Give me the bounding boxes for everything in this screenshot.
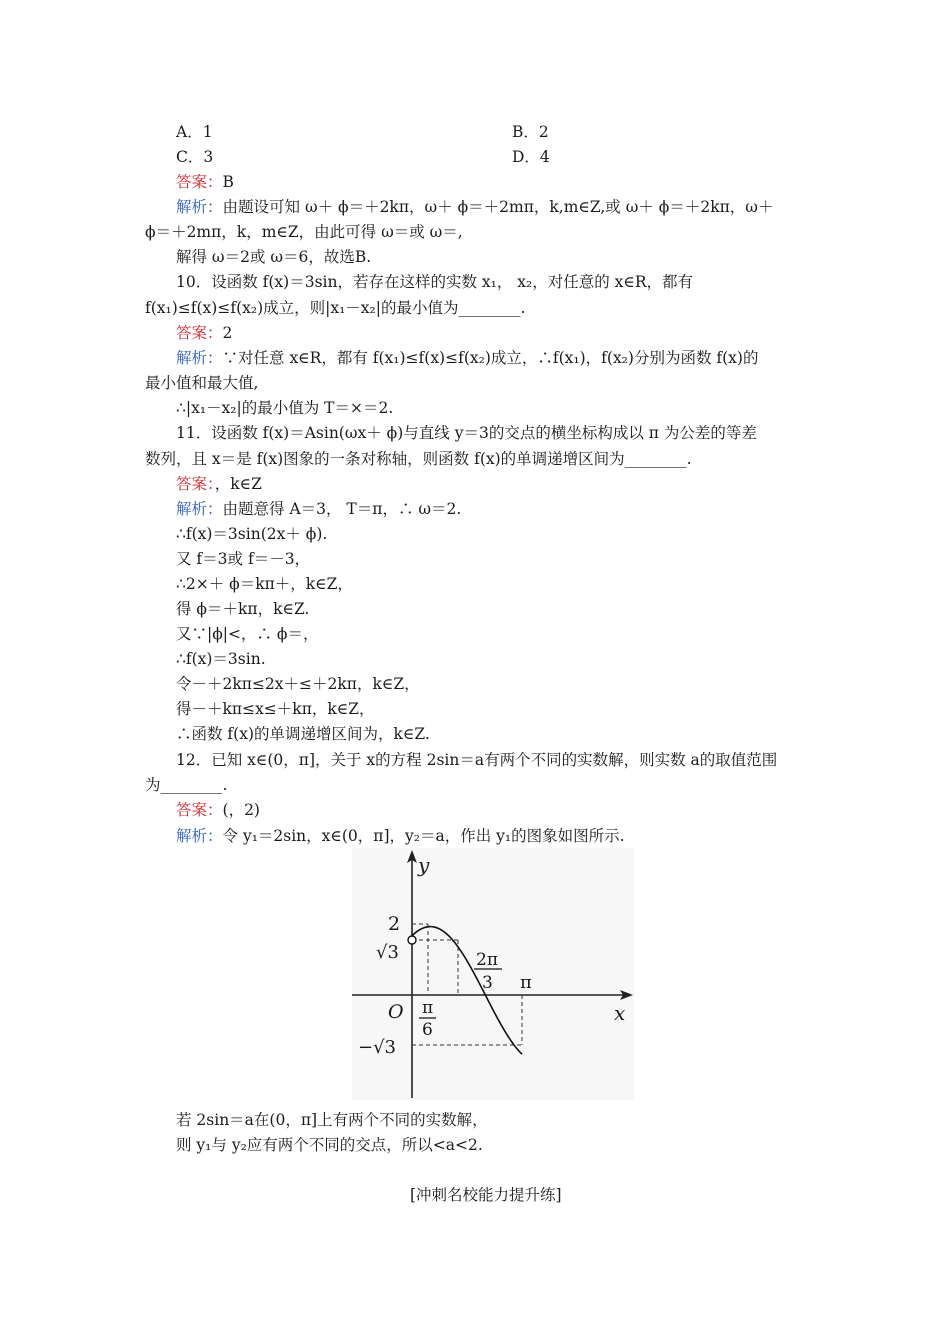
q10-analysis-line-1: [176, 348, 758, 368]
q11-step: ∴2×＋ ϕ＝kπ＋，k∈Z，: [176, 575, 353, 593]
x-axis-label: x: [614, 1001, 626, 1025]
q11-step: 又∵|ϕ|<，∴ ϕ＝，: [176, 625, 319, 643]
option-a: A．1: [176, 123, 213, 141]
analysis-label: 解析：: [176, 198, 223, 216]
answer-label: 答案：: [176, 324, 223, 342]
q12-stem-line-1: 12．已知 x∈(0，π]，关于 x的方程 2sin＝a有两个不同的实数解，则实数 a的取值范围: [176, 751, 778, 769]
q12-analysis-line-2: 若 2sin＝a在(0，π]上有两个不同的实数解，: [176, 1111, 488, 1129]
q10-stem-line-1: 10．设函数 f(x)＝3sin，若存在这样的实数 x₁， x₂，对任意的 x∈R，都有: [176, 273, 694, 291]
q9-analysis-line-2: ϕ＝＋2mπ，k，m∈Z，由此可得 ω＝或 ω＝,: [145, 223, 463, 241]
q10-analysis-line-2: 最小值和最大值,: [145, 374, 259, 392]
tick-label-neg-sqrt3: −√3: [358, 1037, 397, 1058]
tick-label-pi: π: [520, 972, 532, 993]
tick-label-2pi3-num: 2π: [476, 950, 498, 970]
q11-step: ∴f(x)＝3sin(2x＋ ϕ).: [176, 525, 328, 543]
q10-answer: [176, 323, 232, 343]
option-c: C．3: [176, 148, 214, 166]
tick-label-pi6-den: 6: [422, 1020, 433, 1040]
q9-analysis-line-1: [176, 197, 773, 217]
q11-step: ∴f(x)＝3sin.: [176, 650, 266, 668]
analysis-text: 由题设可知 ω＋ ϕ＝＋2kπ，ω＋ ϕ＝＋2mπ，k,m∈Z,或 ω＋ ϕ＝＋2kπ，ω＋: [222, 198, 774, 216]
answer-label: 答案：: [176, 475, 215, 493]
y-axis-label: y: [418, 853, 430, 877]
q11-step: 得 ϕ＝＋kπ，k∈Z.: [176, 600, 310, 618]
answer-value: 2: [222, 324, 233, 342]
answer-label: 答案：: [176, 173, 223, 191]
analysis-label: 解析：: [176, 827, 223, 845]
sine-graph-figure: [352, 848, 634, 1100]
q11-analysis-line-1: [176, 499, 461, 519]
q12-analysis-line-3: 则 y₁与 y₂应有两个不同的交点，所以<a<2.: [176, 1136, 483, 1154]
answer-value: ，k∈Z: [214, 475, 262, 493]
q12-stem-line-2: 为________.: [145, 776, 228, 794]
analysis-label: 解析：: [176, 500, 223, 518]
origin-label: O: [388, 1001, 404, 1023]
option-d: D．4: [512, 148, 550, 166]
q12-analysis-line-1: [176, 826, 625, 846]
q11-step: 又 f＝3或 f＝－3，: [176, 550, 311, 568]
tick-label-2pi3-den: 3: [482, 973, 493, 993]
open-endpoint: [408, 936, 416, 944]
tick-label-pi6-num: π: [422, 998, 434, 1018]
q11-stem-line-1: 11．设函数 f(x)＝Asin(ωx＋ ϕ)与直线 y＝3的交点的横坐标构成以 π 为公差的等差: [176, 424, 757, 442]
tick-label-sqrt3: √3: [376, 942, 399, 963]
q11-stem-line-2: 数列，且 x＝是 f(x)图象的一条对称轴，则函数 f(x)的单调递增区间为________.: [145, 450, 692, 468]
section-title: [冲刺名校能力提升练]: [410, 1186, 562, 1204]
answer-label: 答案：: [176, 801, 223, 819]
q11-step: 得－＋kπ≤x≤＋kπ，k∈Z，: [176, 700, 375, 718]
q10-stem-line-2: f(x₁)≤f(x)≤f(x₂)成立，则|x₁－x₂|的最小值为________.: [145, 299, 526, 317]
sine-graph-svg: [352, 848, 634, 1100]
answer-value: (，2): [222, 801, 260, 819]
answer-value: B: [222, 173, 234, 191]
analysis-text: 令 y₁＝2sin，x∈(0，π]，y₂＝a，作出 y₁的图象如图所示.: [222, 827, 625, 845]
q11-step: ∴函数 f(x)的单调递增区间为，k∈Z.: [176, 725, 430, 743]
q11-answer: [176, 474, 262, 494]
q9-analysis-line-3: 解得 ω＝2或 ω＝6，故选B.: [176, 248, 372, 266]
tick-label-2: 2: [388, 913, 401, 935]
q10-analysis-line-3: ∴|x₁－x₂|的最小值为 T＝×＝2.: [176, 399, 394, 417]
analysis-text: 由题意得 A＝3， T＝π，∴ ω＝2.: [222, 500, 462, 518]
q12-answer: [176, 800, 260, 820]
option-b: B．2: [512, 123, 549, 141]
analysis-text: ∵对任意 x∈R，都有 f(x₁)≤f(x)≤f(x₂)成立，∴f(x₁)，f(x₂)分别为函数 f(x)的: [222, 349, 759, 367]
q11-step: 令－＋2kπ≤2x＋≤＋2kπ，k∈Z，: [176, 675, 420, 693]
q9-answer: [176, 172, 234, 192]
analysis-label: 解析：: [176, 349, 223, 367]
